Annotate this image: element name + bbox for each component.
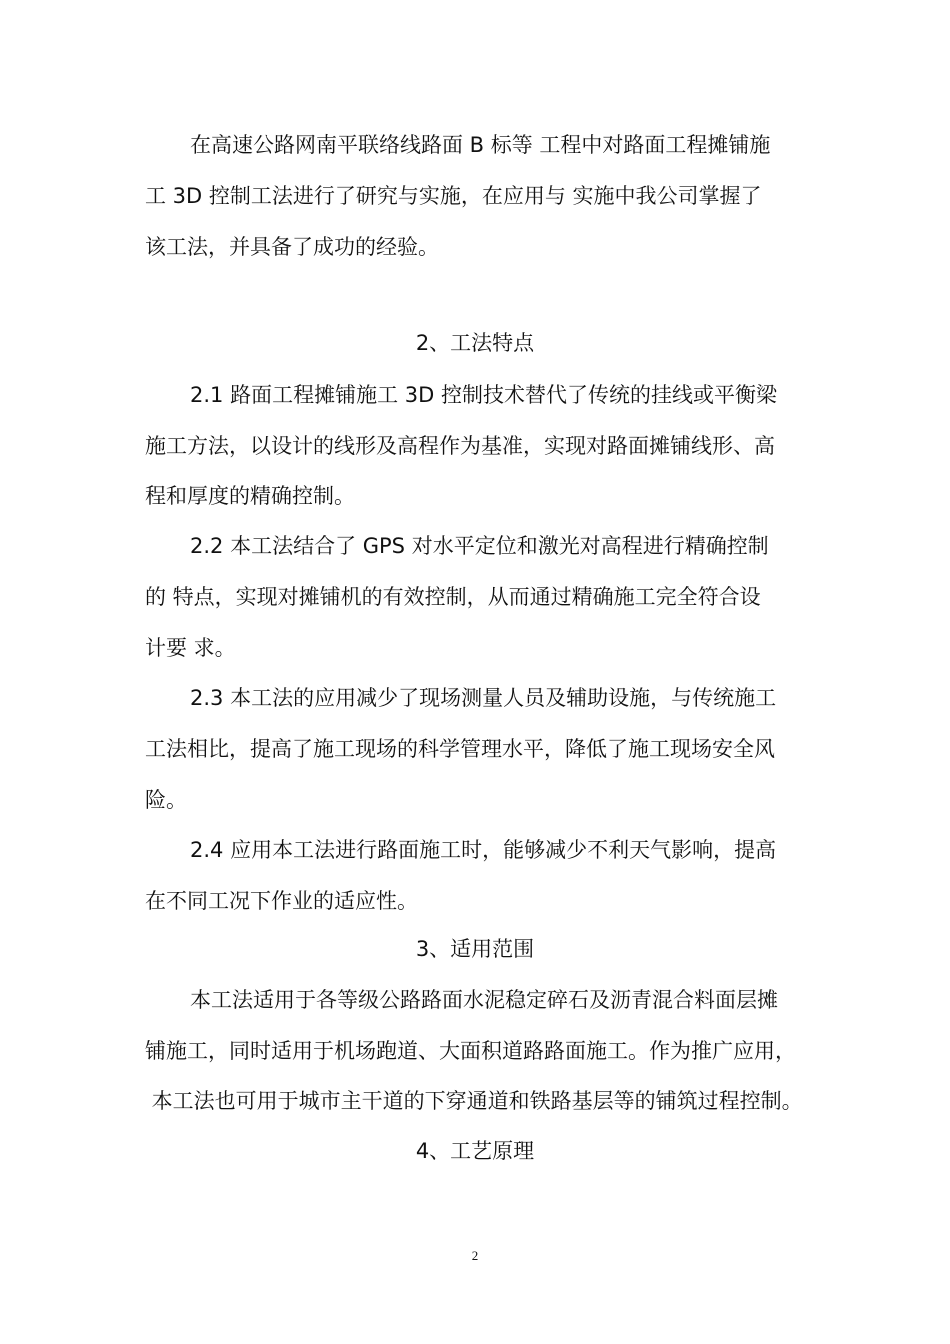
para-2-4-line-1: 2.4 应用本工法进行路面施工时，能够减少不利天气影响，提高	[190, 838, 777, 862]
para-2-3-line-2: 工法相比，提高了施工现场的科学管理水平，降低了施工现场安全风	[145, 737, 775, 761]
intro-line-1: 在高速公路网南平联络线路面 B 标等 工程中对路面工程摊铺施	[190, 133, 771, 157]
para-3-line-3: 本工法也可用于城市主干道的下穿通道和铁路基层等的铺筑过程控制。	[145, 1089, 803, 1113]
para-2-1-line-3: 程和厚度的精确控制。	[145, 484, 355, 508]
para-2-1-line-2: 施工方法，以设计的线形及高程作为基准，实现对路面摊铺线形、高	[145, 434, 775, 458]
para-2-4-line-2: 在不同工况下作业的适应性。	[145, 889, 418, 913]
intro-line-2: 工 3D 控制工法进行了研究与实施，在应用与 实施中我公司掌握了	[145, 184, 762, 208]
page-number: 2	[471, 1248, 479, 1263]
para-2-2-line-1: 2.2 本工法结合了 GPS 对水平定位和激光对高程进行精确控制	[190, 534, 769, 558]
para-2-3-line-1: 2.3 本工法的应用减少了现场测量人员及辅助设施，与传统施工	[190, 686, 777, 710]
para-2-3-line-3: 险。	[145, 788, 187, 812]
intro-line-3: 该工法，并具备了成功的经验。	[145, 235, 439, 259]
para-2-2-line-3: 计要 求。	[145, 636, 236, 660]
para-2-2-line-2: 的 特点，实现对摊铺机的有效控制，从而通过精确施工完全符合设	[145, 585, 761, 609]
section-2-heading: 2、工法特点	[415, 331, 535, 355]
para-2-1-line-1: 2.1 路面工程摊铺施工 3D 控制技术替代了传统的挂线或平衡梁	[190, 383, 777, 407]
section-4-heading: 4、工艺原理	[415, 1139, 535, 1163]
para-3-line-2: 铺施工，同时适用于机场跑道、大面积道路路面施工。作为推广应用，	[145, 1039, 796, 1063]
para-3-line-1: 本工法适用于各等级公路路面水泥稳定碎石及沥青混合料面层摊	[190, 988, 778, 1012]
section-3-heading: 3、适用范围	[415, 937, 535, 961]
